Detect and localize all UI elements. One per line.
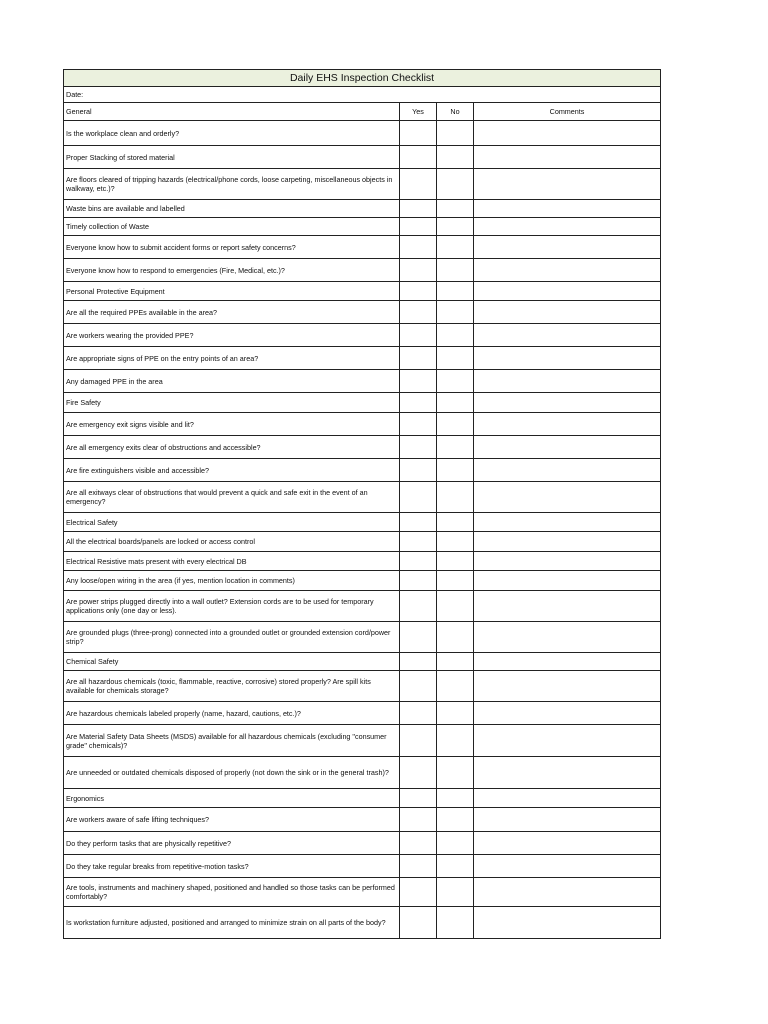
comments-cell[interactable] bbox=[474, 855, 661, 878]
comments-cell[interactable] bbox=[474, 653, 661, 671]
comments-cell[interactable] bbox=[474, 200, 661, 218]
section-title: Electrical Safety bbox=[64, 513, 400, 532]
checklist-item-text: Are unneeded or outdated chemicals disposed of properly (not down the sink or in the general trash)? bbox=[64, 757, 400, 789]
checklist-row bbox=[64, 121, 661, 146]
yes-cell[interactable] bbox=[400, 121, 437, 146]
checklist-row bbox=[64, 413, 661, 436]
checklist-row bbox=[64, 459, 661, 482]
checklist-item-text: Are grounded plugs (three-prong) connected into a grounded outlet or grounded extension cord/power strip? bbox=[64, 622, 400, 653]
checklist-item-text: Are all emergency exits clear of obstructions and accessible? bbox=[64, 436, 400, 459]
checklist-row bbox=[64, 671, 661, 702]
checklist-item-text: Waste bins are available and labelled bbox=[64, 200, 400, 218]
comments-cell[interactable] bbox=[474, 259, 661, 282]
no-cell[interactable] bbox=[437, 878, 474, 907]
no-cell[interactable] bbox=[437, 702, 474, 725]
no-cell[interactable] bbox=[437, 855, 474, 878]
comments-cell[interactable] bbox=[474, 513, 661, 532]
yes-cell[interactable] bbox=[400, 282, 437, 301]
comments-cell[interactable] bbox=[474, 218, 661, 236]
yes-cell[interactable] bbox=[400, 200, 437, 218]
comments-cell[interactable] bbox=[474, 725, 661, 757]
yes-cell[interactable] bbox=[400, 370, 437, 393]
no-cell[interactable] bbox=[437, 832, 474, 855]
date-row bbox=[64, 87, 661, 103]
yes-cell[interactable] bbox=[400, 532, 437, 552]
no-cell[interactable] bbox=[437, 301, 474, 324]
yes-cell[interactable] bbox=[400, 413, 437, 436]
comments-cell[interactable] bbox=[474, 622, 661, 653]
comments-cell[interactable] bbox=[474, 347, 661, 370]
comments-cell[interactable] bbox=[474, 169, 661, 200]
checklist-title: Daily EHS Inspection Checklist bbox=[64, 70, 661, 87]
checklist-item-text: Any damaged PPE in the area bbox=[64, 370, 400, 393]
checklist-row bbox=[64, 347, 661, 370]
comments-cell[interactable] bbox=[474, 832, 661, 855]
checklist-row bbox=[64, 436, 661, 459]
comments-cell[interactable] bbox=[474, 671, 661, 702]
yes-cell[interactable] bbox=[400, 757, 437, 789]
no-cell[interactable] bbox=[437, 907, 474, 939]
checklist-item-text: Are all exitways clear of obstructions that would prevent a quick and safe exit in the event of an emergency? bbox=[64, 482, 400, 513]
yes-cell[interactable] bbox=[400, 218, 437, 236]
no-cell[interactable] bbox=[437, 436, 474, 459]
checklist-item-text: Are workers wearing the provided PPE? bbox=[64, 324, 400, 347]
checklist-item-text: Are tools, instruments and machinery shaped, positioned and handled so those tasks can be performed comfortably? bbox=[64, 878, 400, 907]
no-cell[interactable] bbox=[437, 146, 474, 169]
section-title: Personal Protective Equipment bbox=[64, 282, 400, 301]
checklist-item-text: All the electrical boards/panels are locked or access control bbox=[64, 532, 400, 552]
no-cell[interactable] bbox=[437, 653, 474, 671]
no-cell[interactable] bbox=[437, 218, 474, 236]
section-title: Ergonomics bbox=[64, 789, 400, 808]
yes-cell[interactable] bbox=[400, 513, 437, 532]
no-cell[interactable] bbox=[437, 413, 474, 436]
checklist-item-text: Are Material Safety Data Sheets (MSDS) available for all hazardous chemicals (excluding "consumer grade" chemicals)? bbox=[64, 725, 400, 757]
comments-cell[interactable] bbox=[474, 324, 661, 347]
checklist-row bbox=[64, 259, 661, 282]
checklist-row bbox=[64, 482, 661, 513]
checklist-item-text: Electrical Resistive mats present with every electrical DB bbox=[64, 552, 400, 571]
column-header-general: General bbox=[64, 103, 400, 121]
yes-cell[interactable] bbox=[400, 571, 437, 591]
column-header-no: No bbox=[437, 103, 474, 121]
checklist-item-text: Timely collection of Waste bbox=[64, 218, 400, 236]
comments-cell[interactable] bbox=[474, 591, 661, 622]
checklist-row bbox=[64, 622, 661, 653]
no-cell[interactable] bbox=[437, 121, 474, 146]
no-cell[interactable] bbox=[437, 347, 474, 370]
yes-cell[interactable] bbox=[400, 622, 437, 653]
yes-cell[interactable] bbox=[400, 878, 437, 907]
section-header-row bbox=[64, 513, 661, 532]
comments-cell[interactable] bbox=[474, 121, 661, 146]
checklist-row bbox=[64, 591, 661, 622]
section-header-row bbox=[64, 393, 661, 413]
yes-cell[interactable] bbox=[400, 591, 437, 622]
comments-cell[interactable] bbox=[474, 757, 661, 789]
no-cell[interactable] bbox=[437, 236, 474, 259]
checklist-item-text: Are floors cleared of tripping hazards (electrical/phone cords, loose carpeting, miscellaneous objects in walkway, etc.)? bbox=[64, 169, 400, 200]
title-row bbox=[64, 70, 661, 87]
yes-cell[interactable] bbox=[400, 832, 437, 855]
checklist-item-text: Are all the required PPEs available in the area? bbox=[64, 301, 400, 324]
yes-cell[interactable] bbox=[400, 324, 437, 347]
column-header-yes: Yes bbox=[400, 103, 437, 121]
checklist-item-text: Are all hazardous chemicals (toxic, flammable, reactive, corrosive) stored properly? Are spill kits available for chemicals storage? bbox=[64, 671, 400, 702]
yes-cell[interactable] bbox=[400, 393, 437, 413]
no-cell[interactable] bbox=[437, 622, 474, 653]
checklist-row bbox=[64, 702, 661, 725]
no-cell[interactable] bbox=[437, 725, 474, 757]
no-cell[interactable] bbox=[437, 552, 474, 571]
yes-cell[interactable] bbox=[400, 725, 437, 757]
yes-cell[interactable] bbox=[400, 482, 437, 513]
comments-cell[interactable] bbox=[474, 878, 661, 907]
yes-cell[interactable] bbox=[400, 552, 437, 571]
checklist-item-text: Are workers aware of safe lifting techniques? bbox=[64, 808, 400, 832]
yes-cell[interactable] bbox=[400, 907, 437, 939]
no-cell[interactable] bbox=[437, 324, 474, 347]
yes-cell[interactable] bbox=[400, 459, 437, 482]
section-header-row bbox=[64, 789, 661, 808]
yes-cell[interactable] bbox=[400, 301, 437, 324]
no-cell[interactable] bbox=[437, 571, 474, 591]
comments-cell[interactable] bbox=[474, 413, 661, 436]
no-cell[interactable] bbox=[437, 532, 474, 552]
yes-cell[interactable] bbox=[400, 436, 437, 459]
section-title: Fire Safety bbox=[64, 393, 400, 413]
comments-cell[interactable] bbox=[474, 370, 661, 393]
comments-cell[interactable] bbox=[474, 552, 661, 571]
no-cell[interactable] bbox=[437, 757, 474, 789]
checklist-item-text: Are hazardous chemicals labeled properly (name, hazard, cautions, etc.)? bbox=[64, 702, 400, 725]
checklist-item-text: Are fire extinguishers visible and accessible? bbox=[64, 459, 400, 482]
checklist-row bbox=[64, 146, 661, 169]
comments-cell[interactable] bbox=[474, 907, 661, 939]
no-cell[interactable] bbox=[437, 282, 474, 301]
checklist-item-text: Is the workplace clean and orderly? bbox=[64, 121, 400, 146]
yes-cell[interactable] bbox=[400, 146, 437, 169]
column-header-comments: Comments bbox=[474, 103, 661, 121]
section-header-row bbox=[64, 653, 661, 671]
yes-cell[interactable] bbox=[400, 259, 437, 282]
checklist-row bbox=[64, 855, 661, 878]
yes-cell[interactable] bbox=[400, 236, 437, 259]
yes-cell[interactable] bbox=[400, 653, 437, 671]
comments-cell[interactable] bbox=[474, 702, 661, 725]
no-cell[interactable] bbox=[437, 370, 474, 393]
checklist-item-text: Is workstation furniture adjusted, positioned and arranged to minimize strain on all parts of the body? bbox=[64, 907, 400, 939]
inspection-checklist-table bbox=[63, 69, 661, 939]
checklist-item-text: Are appropriate signs of PPE on the entry points of an area? bbox=[64, 347, 400, 370]
comments-cell[interactable] bbox=[474, 236, 661, 259]
no-cell[interactable] bbox=[437, 789, 474, 808]
checklist-row bbox=[64, 301, 661, 324]
yes-cell[interactable] bbox=[400, 169, 437, 200]
yes-cell[interactable] bbox=[400, 671, 437, 702]
comments-cell[interactable] bbox=[474, 571, 661, 591]
checklist-row bbox=[64, 532, 661, 552]
checklist-row bbox=[64, 808, 661, 832]
no-cell[interactable] bbox=[437, 591, 474, 622]
checklist-row bbox=[64, 757, 661, 789]
comments-cell[interactable] bbox=[474, 393, 661, 413]
checklist-item-text: Do they perform tasks that are physically repetitive? bbox=[64, 832, 400, 855]
no-cell[interactable] bbox=[437, 808, 474, 832]
checklist-row bbox=[64, 370, 661, 393]
checklist-row bbox=[64, 169, 661, 200]
section-header-row bbox=[64, 282, 661, 301]
checklist-row bbox=[64, 571, 661, 591]
comments-cell[interactable] bbox=[474, 808, 661, 832]
comments-cell[interactable] bbox=[474, 146, 661, 169]
checklist-row bbox=[64, 832, 661, 855]
comments-cell[interactable] bbox=[474, 301, 661, 324]
no-cell[interactable] bbox=[437, 459, 474, 482]
checklist-item-text: Any loose/open wiring in the area (if yes, mention location in comments) bbox=[64, 571, 400, 591]
comments-cell[interactable] bbox=[474, 532, 661, 552]
yes-cell[interactable] bbox=[400, 855, 437, 878]
no-cell[interactable] bbox=[437, 259, 474, 282]
no-cell[interactable] bbox=[437, 393, 474, 413]
checklist-row bbox=[64, 552, 661, 571]
comments-cell[interactable] bbox=[474, 282, 661, 301]
yes-cell[interactable] bbox=[400, 789, 437, 808]
no-cell[interactable] bbox=[437, 169, 474, 200]
checklist-item-text: Do they take regular breaks from repetitive-motion tasks? bbox=[64, 855, 400, 878]
checklist-row bbox=[64, 236, 661, 259]
comments-cell[interactable] bbox=[474, 459, 661, 482]
no-cell[interactable] bbox=[437, 482, 474, 513]
checklist-row bbox=[64, 218, 661, 236]
checklist-row bbox=[64, 907, 661, 939]
checklist-item-text: Are emergency exit signs visible and lit? bbox=[64, 413, 400, 436]
comments-cell[interactable] bbox=[474, 482, 661, 513]
checklist-item-text: Are power strips plugged directly into a wall outlet? Extension cords are to be used for temporary applications only (one day or less). bbox=[64, 591, 400, 622]
checklist-item-text: Everyone know how to submit accident forms or report safety concerns? bbox=[64, 236, 400, 259]
yes-cell[interactable] bbox=[400, 702, 437, 725]
date-label[interactable]: Date: bbox=[64, 87, 661, 103]
yes-cell[interactable] bbox=[400, 808, 437, 832]
checklist-row bbox=[64, 878, 661, 907]
checklist-item-text: Proper Stacking of stored material bbox=[64, 146, 400, 169]
checklist-row bbox=[64, 324, 661, 347]
checklist-row bbox=[64, 200, 661, 218]
no-cell[interactable] bbox=[437, 513, 474, 532]
comments-cell[interactable] bbox=[474, 789, 661, 808]
no-cell[interactable] bbox=[437, 200, 474, 218]
header-row bbox=[64, 103, 661, 121]
comments-cell[interactable] bbox=[474, 436, 661, 459]
checklist-item-text: Everyone know how to respond to emergencies (Fire, Medical, etc.)? bbox=[64, 259, 400, 282]
section-title: Chemical Safety bbox=[64, 653, 400, 671]
no-cell[interactable] bbox=[437, 671, 474, 702]
yes-cell[interactable] bbox=[400, 347, 437, 370]
checklist-row bbox=[64, 725, 661, 757]
